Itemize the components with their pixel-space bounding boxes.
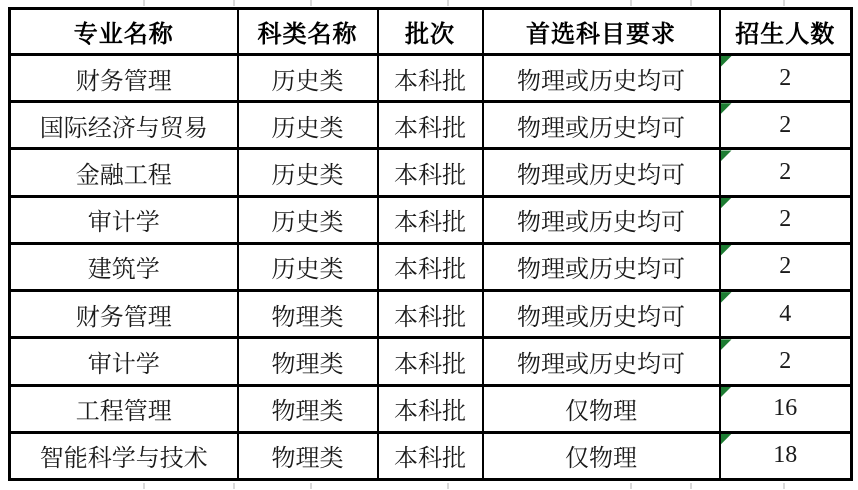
cell-text: 仅物理: [565, 446, 637, 473]
cell-quota: [720, 196, 852, 243]
cell-text: 建筑学: [87, 257, 160, 284]
green-corner-triangle-icon: [721, 245, 732, 256]
green-corner-triangle-icon: [721, 339, 732, 350]
green-corner-triangle-icon: [721, 198, 732, 209]
cell-batch: [378, 102, 483, 149]
cell-text: 历史类: [271, 210, 344, 237]
cell-text: 2: [779, 159, 792, 186]
cell-text: 历史类: [271, 257, 344, 284]
gridline-tick: [310, 0, 312, 6]
cell-quota: [720, 385, 852, 432]
cell-batch: [378, 291, 483, 338]
cell-text: 物理类: [271, 446, 344, 473]
header-quota: [720, 9, 852, 55]
cell-text: 金融工程: [75, 163, 172, 190]
cell-text: 本科批: [394, 399, 466, 426]
cell-category: [238, 291, 378, 338]
cell-text: 仅物理: [565, 399, 637, 426]
table-row: [10, 243, 852, 290]
table-row: [10, 102, 852, 149]
gridline-tick: [310, 483, 312, 489]
table-row: [10, 385, 852, 432]
gridline-tick: [783, 0, 785, 6]
gridline-tick: [233, 0, 235, 6]
table-row: [10, 432, 852, 479]
gridline-tick: [447, 483, 449, 489]
cell-text: 本科批: [394, 304, 466, 331]
cell-subject-requirement: [483, 149, 720, 196]
green-corner-triangle-icon: [721, 56, 732, 67]
cell-major: [10, 385, 238, 432]
cell-batch: [378, 432, 483, 479]
gridline-tick: [630, 483, 632, 489]
cell-text: 18: [773, 442, 798, 469]
gridline-tick: [233, 483, 235, 489]
cell-quota: [720, 102, 852, 149]
cell-text: 财务管理: [75, 304, 172, 331]
header-row: [10, 9, 852, 55]
cell-text: 物理或历史均可: [517, 304, 685, 331]
cell-subject-requirement: [483, 385, 720, 432]
cell-batch: [378, 55, 483, 102]
cell-text: 2: [779, 64, 792, 91]
cell-text: 审计学: [87, 210, 160, 237]
cell-text: 2: [779, 111, 792, 138]
cell-text: 本科批: [394, 115, 466, 142]
cell-major: [10, 243, 238, 290]
cell-text: 16: [773, 395, 798, 422]
cell-batch: [378, 149, 483, 196]
cell-batch: [378, 243, 483, 290]
green-corner-triangle-icon: [721, 387, 732, 398]
cell-quota: [720, 243, 852, 290]
header-batch: [378, 9, 483, 55]
cell-text: 物理或历史均可: [517, 210, 685, 237]
cell-category: [238, 102, 378, 149]
cell-category: [238, 55, 378, 102]
cell-major: [10, 338, 238, 385]
cell-quota: [720, 432, 852, 479]
header-subject-requirement: [483, 9, 720, 55]
cell-text: 财务管理: [75, 68, 172, 95]
cell-text: 物理类: [271, 304, 344, 331]
cell-major: [10, 432, 238, 479]
cell-text: 物理或历史均可: [517, 257, 685, 284]
cell-category: [238, 243, 378, 290]
cell-major: [10, 55, 238, 102]
cell-category: [238, 338, 378, 385]
cell-batch: [378, 385, 483, 432]
cell-quota: [720, 291, 852, 338]
cell-text: 本科批: [394, 210, 466, 237]
cell-subject-requirement: [483, 196, 720, 243]
table-row: [10, 338, 852, 385]
cell-text: 历史类: [271, 68, 344, 95]
cell-text: 4: [779, 300, 792, 327]
cell-text: 本科批: [394, 351, 466, 378]
header-label: 招生人数: [735, 22, 836, 48]
cell-text: 审计学: [87, 351, 160, 378]
cell-quota: [720, 149, 852, 196]
cell-batch: [378, 338, 483, 385]
cell-category: [238, 149, 378, 196]
cell-quota: [720, 338, 852, 385]
cell-text: 2: [779, 206, 792, 233]
cell-category: [238, 385, 378, 432]
cell-text: 物理或历史均可: [517, 351, 685, 378]
cell-text: 国际经济与贸易: [39, 115, 208, 142]
cell-subject-requirement: [483, 243, 720, 290]
gridline-tick: [447, 0, 449, 6]
cell-text: 物理类: [271, 399, 344, 426]
header-label: 专业名称: [73, 22, 174, 48]
gridline-tick: [690, 0, 692, 6]
gridline-tick: [690, 483, 692, 489]
cell-major: [10, 102, 238, 149]
green-corner-triangle-icon: [721, 103, 732, 114]
cell-subject-requirement: [483, 55, 720, 102]
table-row: [10, 149, 852, 196]
cell-subject-requirement: [483, 432, 720, 479]
cell-text: 历史类: [271, 163, 344, 190]
cell-subject-requirement: [483, 291, 720, 338]
admissions-table: [8, 7, 853, 481]
header-label: 科类名称: [257, 22, 358, 48]
cell-major: [10, 291, 238, 338]
cell-batch: [378, 196, 483, 243]
cell-text: 物理或历史均可: [517, 163, 685, 190]
cell-text: 智能科学与技术: [39, 446, 208, 473]
gridline-tick: [783, 483, 785, 489]
header-major: [10, 9, 238, 55]
table-row: [10, 55, 852, 102]
table-row: [10, 196, 852, 243]
cell-category: [238, 432, 378, 479]
green-corner-triangle-icon: [721, 434, 732, 445]
cell-major: [10, 149, 238, 196]
cell-text: 物理类: [271, 351, 344, 378]
gridline-tick: [143, 0, 145, 6]
cell-subject-requirement: [483, 102, 720, 149]
header-category: [238, 9, 378, 55]
cell-text: 本科批: [394, 68, 466, 95]
cell-text: 2: [779, 253, 792, 280]
cell-text: 本科批: [394, 257, 466, 284]
header-label: 首选科目要求: [526, 22, 676, 48]
cell-text: 2: [779, 347, 792, 374]
green-corner-triangle-icon: [721, 292, 732, 303]
cell-text: 本科批: [394, 163, 466, 190]
gridline-tick: [630, 0, 632, 6]
cell-major: [10, 196, 238, 243]
table-row: [10, 291, 852, 338]
cell-text: 历史类: [271, 115, 344, 142]
green-corner-triangle-icon: [721, 150, 732, 161]
cell-text: 工程管理: [75, 399, 172, 426]
cell-text: 物理或历史均可: [517, 115, 685, 142]
cell-subject-requirement: [483, 338, 720, 385]
cell-quota: [720, 55, 852, 102]
header-label: 批次: [405, 22, 455, 48]
cell-text: 物理或历史均可: [517, 68, 685, 95]
cell-text: 本科批: [394, 446, 466, 473]
gridline-tick: [143, 483, 145, 489]
cell-category: [238, 196, 378, 243]
